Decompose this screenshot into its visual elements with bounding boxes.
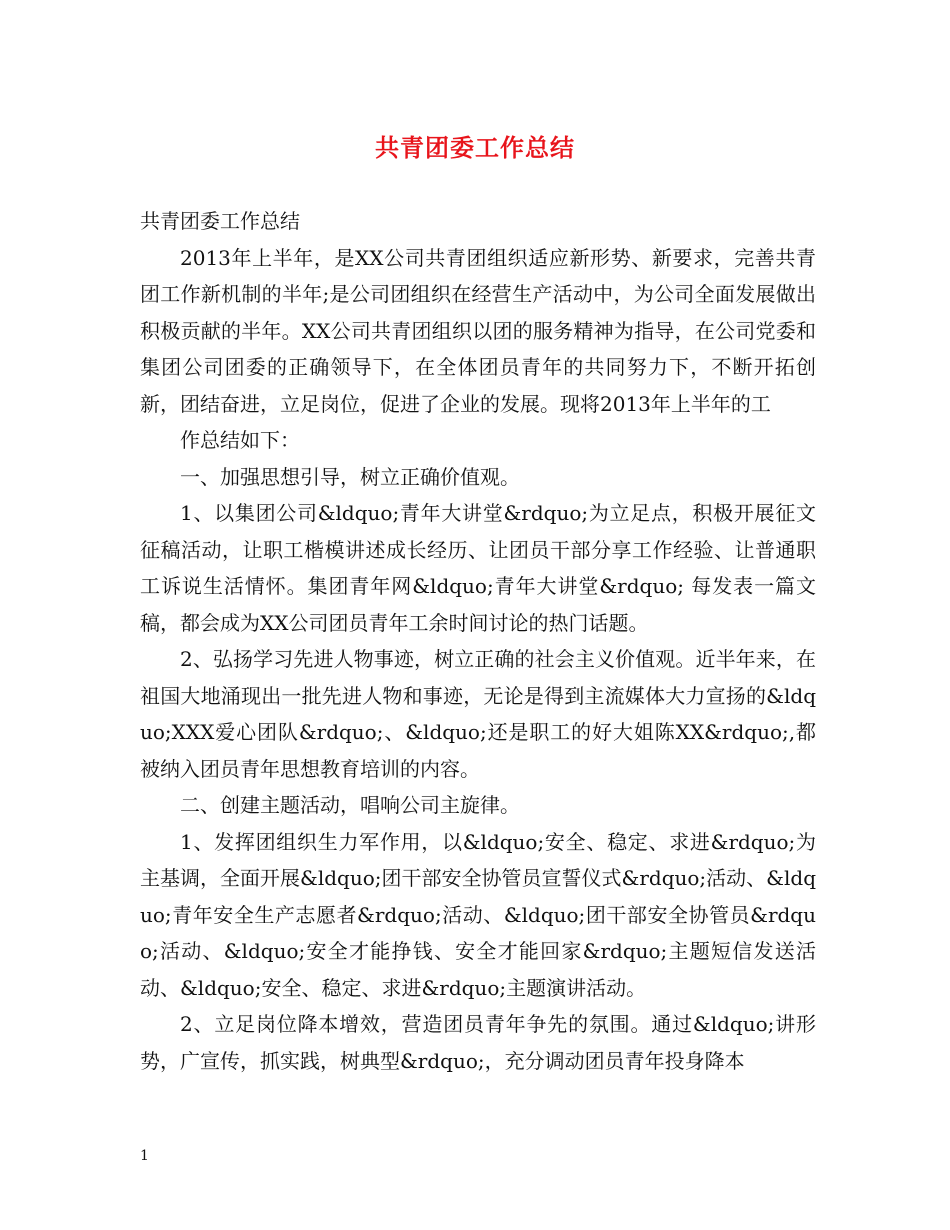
document-title: 共青团委工作总结	[375, 133, 575, 162]
paragraph: 2、弘扬学习先进人物事迹，树立正确的社会主义价值观。近半年来，在祖国大地涌现出一批先进人物和事迹，无论是得到主流媒体大力宣扬的&ldquo;XXX爱心团队&rdquo;、&ldquo;还是职工的好大姐陈XX&rdquo;,都被纳入团员青年思想教育培训的内容。	[140, 647, 816, 781]
document-subtitle: 共青团委工作总结	[140, 209, 300, 233]
paragraph: 2、立足岗位降本增效，营造团员青年争先的氛围。通过&ldquo;讲形势，广宣传，抓实践，树典型&rdquo;，充分调动团员青年投身降本	[140, 1012, 816, 1073]
paragraph: 作总结如下：	[180, 428, 300, 452]
paragraph: 1、发挥团组织生力军作用，以&ldquo;安全、稳定、求进&rdquo;为主基调，全面开展&ldquo;团干部安全协管员宣誓仪式&rdquo;活动、&ldquo;青年安全生产志愿者&rdquo;活动、&ldquo;团干部安全协管员&rdquo;活动、&ldquo;安全才能挣钱、安全才能回家&rdquo;主题短信发送活动、&ldquo;安全、稳定、求进&rdquo;主题演讲活动。	[140, 829, 816, 1000]
paragraph: 一、加强思想引导，树立正确价值观。	[180, 464, 520, 489]
paragraph: 1、以集团公司&ldquo;青年大讲堂&rdquo;为立足点，积极开展征文征稿活动，让职工楷模讲述成长经历、让团员干部分享工作经验、让普通职工诉说生活情怀。集团青年网&ldquo;青年大讲堂&rdquo; 每发表一篇文稿，都会成为XX公司团员青年工余时间讨论的热门话题。	[140, 501, 816, 635]
paragraph: 2013年上半年，是XX公司共青团组织适应新形势、新要求，完善共青团工作新机制的半年;是公司团组织在经营生产活动中，为公司全面发展做出积极贡献的半年。XX公司共青团组织以团的服务精神为指导，在公司党委和集团公司团委的正确领导下，在全体团员青年的共同努力下，不断开拓创新，团结奋进，立足岗位，促进了企业的发展。现将2013年上半年的工	[140, 245, 816, 416]
document-body	[140, 203, 816, 1079]
page-number: 1	[140, 1148, 149, 1164]
paragraph: 二、创建主题活动，唱响公司主旋律。	[180, 793, 520, 817]
